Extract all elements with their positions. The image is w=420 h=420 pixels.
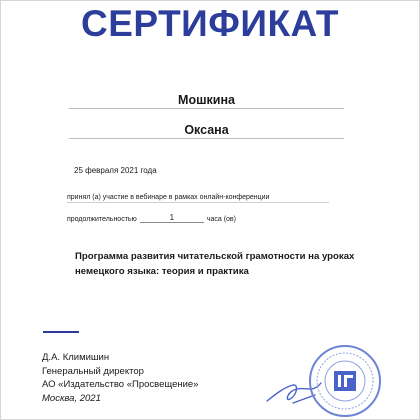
- recipient-surname: Мошкина: [69, 93, 344, 109]
- duration-hours: 1: [140, 213, 204, 223]
- signer-position: Генеральный директор: [42, 365, 144, 377]
- signer-name: Д.А. Климишин: [42, 352, 110, 363]
- signer-organization: АО «Издательство «Просвещение»: [42, 379, 199, 390]
- program-title: Программа развития читательской грамотности на уроках немецкого языка: теория и практика: [75, 251, 355, 277]
- signer-block: [42, 351, 198, 405]
- recipient-first-name: Оксана: [69, 123, 344, 139]
- duration-suffix: часа (ов): [206, 216, 236, 223]
- city-year: Москва, 2021: [42, 392, 101, 404]
- participation-text: принял (а) участие в вебинаре в рамках онлайн-конференции: [67, 194, 329, 203]
- accent-divider: [43, 331, 79, 333]
- certificate-title: СЕРТИФИКАТ: [80, 3, 340, 44]
- duration-prefix: продолжительностью: [67, 216, 137, 223]
- round-seal-icon: [308, 344, 382, 418]
- duration-line: [67, 213, 236, 223]
- certificate-date: 25 февраля 2021 года: [74, 166, 157, 175]
